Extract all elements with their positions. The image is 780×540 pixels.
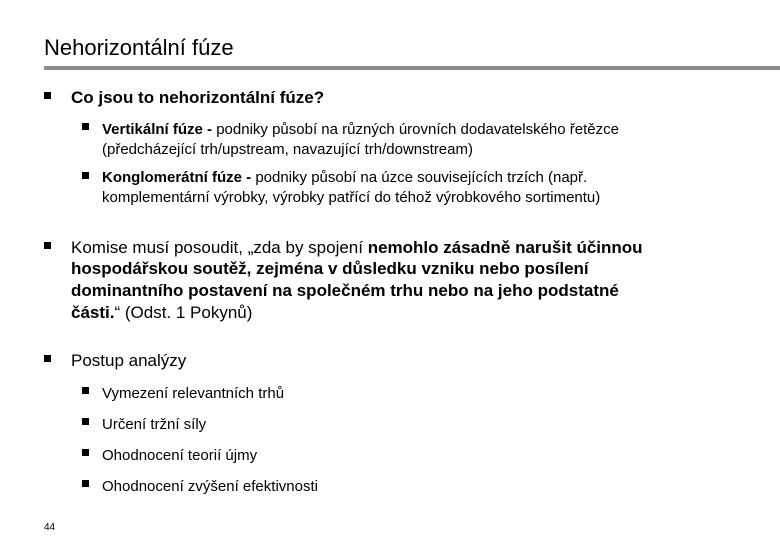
vertical-merger-definition: podniky působí na různých úrovních dodavatelského řetězce	[212, 121, 619, 138]
bullet-icon	[44, 355, 51, 362]
analysis-step: Určení tržní síly	[102, 416, 207, 433]
bullet-icon	[82, 418, 89, 425]
analysis-heading: Postup analýzy	[71, 351, 187, 370]
page-number: 44	[44, 522, 56, 533]
conglomerate-merger-line2: komplementární výrobky, výrobky patřící do téhož výrobkového sortimentu)	[102, 189, 601, 206]
commission-intro: Komise musí posoudit, „zda by spojení	[71, 238, 368, 257]
analysis-step: Ohodnocení zvýšení efektivnosti	[102, 478, 318, 495]
bullet-icon	[82, 172, 89, 179]
commission-line3	[71, 281, 619, 300]
conglomerate-merger-line1	[102, 168, 587, 188]
commission-line4	[71, 303, 252, 322]
question-heading-text: Co jsou to nehorizontální fúze?	[71, 88, 325, 107]
conglomerate-merger-definition: podniky působí na úzce souvisejících trzích (např.	[251, 169, 588, 186]
bullet-icon	[82, 123, 89, 130]
slide-title: Nehorizontální fúze	[44, 35, 234, 60]
bullet-icon	[44, 242, 51, 249]
commission-line1	[71, 238, 643, 257]
commission-line2	[71, 259, 589, 278]
commission-quote-4: části.	[71, 303, 115, 322]
commission-quote-1: nemohlo zásadně narušit účinnou	[367, 238, 643, 257]
analysis-step: Ohodnocení teorií újmy	[102, 447, 258, 464]
conglomerate-merger-term: Konglomerátní fúze -	[102, 169, 252, 186]
commission-quote-2: hospodářskou soutěž, zejména v důsledku vzniku nebo posílení	[71, 259, 589, 278]
title-divider	[44, 66, 780, 70]
commission-quote-3: dominantního postavení na společném trhu nebo na jeho podstatné	[71, 281, 619, 300]
commission-citation: “ (Odst. 1 Pokynů)	[114, 303, 253, 322]
vertical-merger-line2: (předcházející trh/upstream, navazující trh/downstream)	[102, 141, 473, 158]
vertical-merger-term: Vertikální fúze -	[102, 121, 213, 138]
bullet-icon	[82, 387, 89, 394]
analysis-step: Vymezení relevantních trhů	[102, 385, 285, 402]
bullet-icon	[82, 480, 89, 487]
question-heading	[71, 88, 324, 107]
bullet-icon	[44, 92, 51, 99]
vertical-merger-line1	[102, 120, 619, 140]
bullet-icon	[82, 449, 89, 456]
